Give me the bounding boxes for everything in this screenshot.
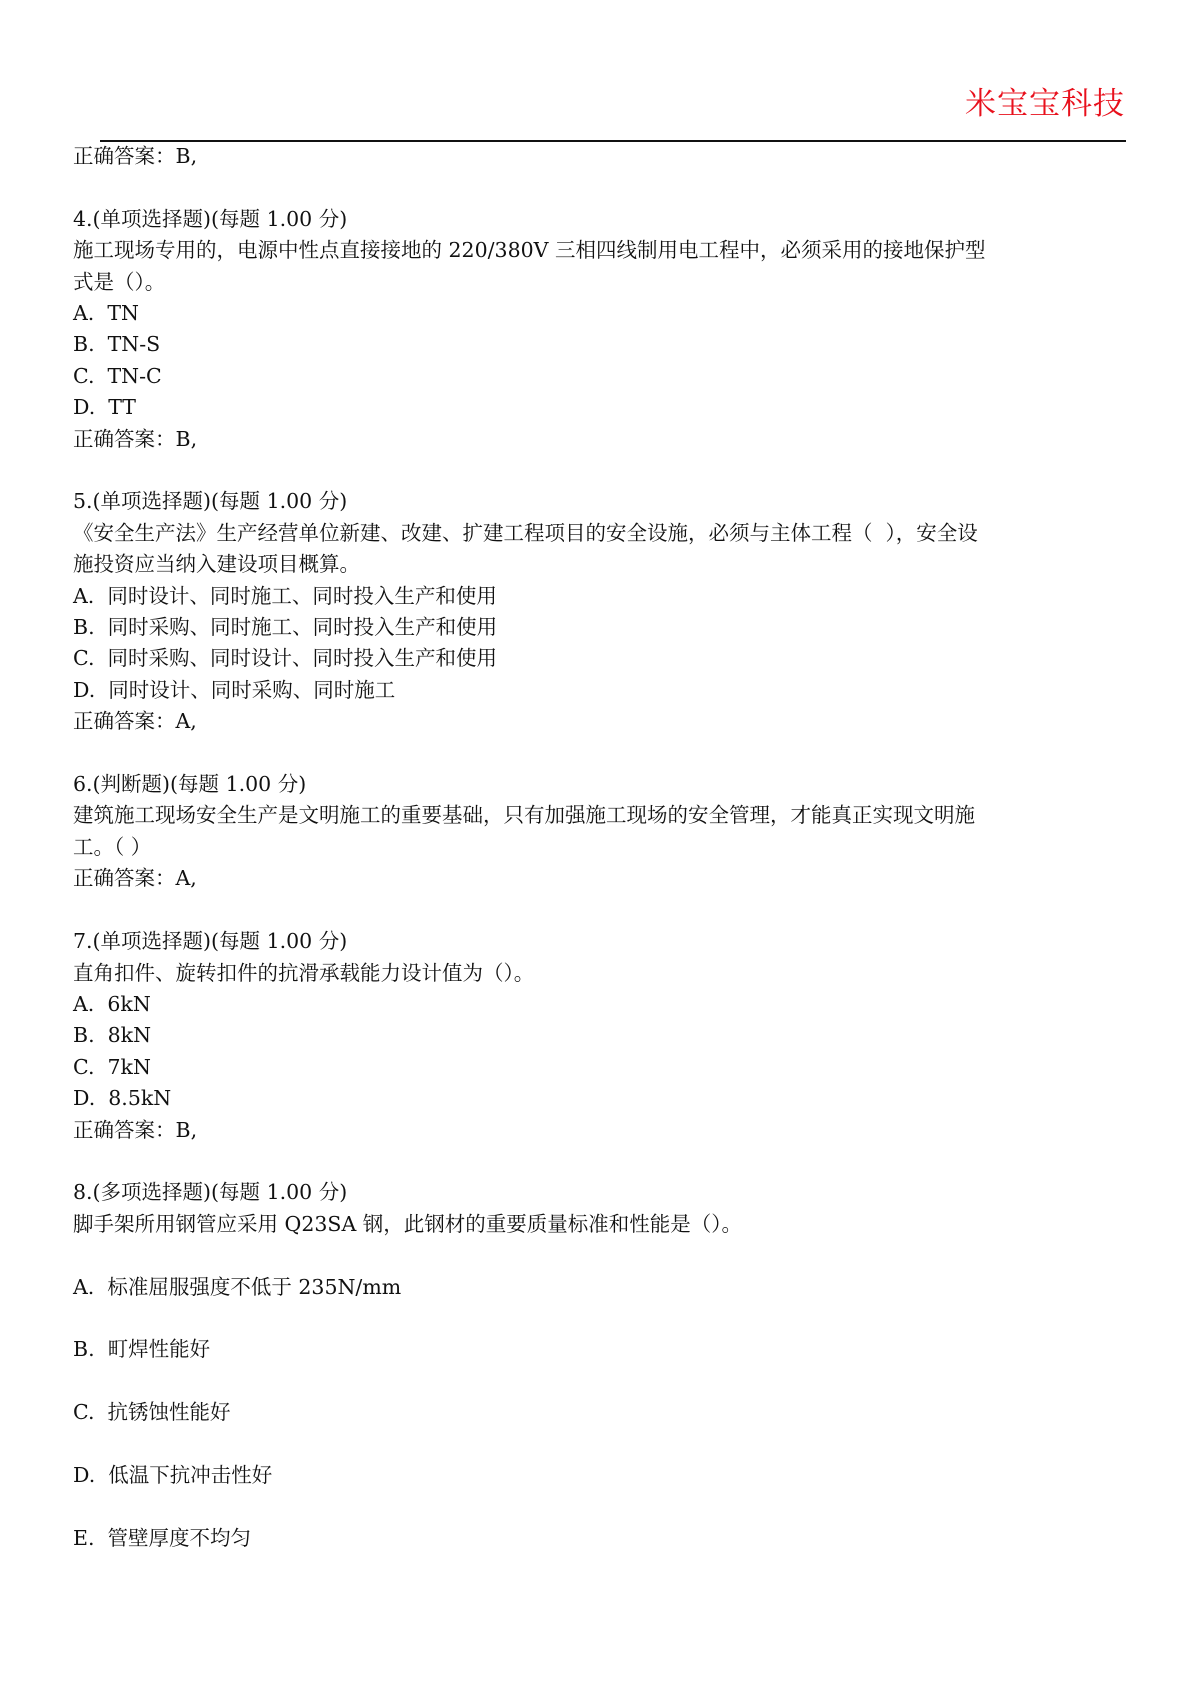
option-a: A. TN — [73, 301, 139, 326]
question-stem-line: 工。（ ） — [73, 834, 152, 859]
question-stem-line: 直角扣件、旋转扣件的抗滑承载能力设计值为（）。 — [73, 960, 535, 985]
option-d: D. 8.5kN — [73, 1086, 172, 1111]
correct-answer: 正确答案：A, — [73, 866, 197, 891]
correct-answer: 正确答案：B, — [73, 426, 198, 451]
option-c: C. 抗锈蚀性能好 — [73, 1400, 231, 1425]
question-meta: 6.(判断题)(每题 1.00 分) — [73, 772, 307, 797]
question-stem-line: 式是（）。 — [73, 269, 166, 294]
correct-answer: 正确答案：B, — [73, 1117, 198, 1142]
option-c: C. TN-C — [73, 363, 162, 388]
question-meta: 4.(单项选择题)(每题 1.00 分) — [73, 206, 348, 231]
option-c: C. 7kN — [73, 1054, 151, 1079]
option-d: D. 低温下抗冲击性好 — [73, 1462, 273, 1487]
question-stem-line: 施投资应当纳入建设项目概算。 — [73, 552, 360, 577]
option-e: E. 管壁厚度不均匀 — [73, 1525, 252, 1550]
question-stem-line: 施工现场专用的，电源中性点直接接地的 220/380V 三相四线制用电工程中，必须采用的接地保护型 — [73, 238, 986, 263]
document-body — [73, 141, 1133, 1554]
question-meta: 7.(单项选择题)(每题 1.00 分) — [73, 929, 348, 954]
option-b: B. TN-S — [73, 332, 161, 357]
option-a: A. 同时设计、同时施工、同时投入生产和使用 — [73, 583, 497, 608]
question-meta: 8.(多项选择题)(每题 1.00 分) — [73, 1180, 348, 1205]
question-stem-line: 《安全生产法》生产经营单位新建、改建、扩建工程项目的安全设施，必须与主体工程（ ），安全设 — [73, 520, 978, 545]
option-b: B. 8kN — [73, 1023, 152, 1048]
question-4 — [73, 204, 1133, 455]
option-b: B. 同时采购、同时施工、同时投入生产和使用 — [73, 615, 498, 640]
option-a: A. 标准屈服强度不低于 235N/mm — [73, 1274, 402, 1299]
question-6 — [73, 769, 1133, 895]
question-stem-line: 建筑施工现场安全生产是文明施工的重要基础，只有加强施工现场的安全管理，才能真正实现文明施 — [73, 803, 975, 828]
correct-answer: 正确答案：A, — [73, 709, 197, 734]
question-stem-line: 脚手架所用钢管应采用 Q23SA 钢，此钢材的重要质量标准和性能是（）。 — [73, 1211, 743, 1236]
option-a: A. 6kN — [73, 991, 151, 1016]
question-8 — [73, 1177, 1133, 1554]
question-7 — [73, 926, 1133, 1146]
question-5 — [73, 486, 1133, 737]
option-d: D. 同时设计、同时采购、同时施工 — [73, 677, 396, 702]
option-c: C. 同时采购、同时设计、同时投入生产和使用 — [73, 646, 498, 671]
question-meta: 5.(单项选择题)(每题 1.00 分) — [73, 489, 348, 514]
previous-answer: 正确答案：B, — [73, 144, 198, 168]
option-b: B. 町焊性能好 — [73, 1337, 211, 1362]
brand-watermark: 米宝宝科技 — [965, 86, 1125, 122]
option-d: D. TT — [73, 395, 136, 420]
